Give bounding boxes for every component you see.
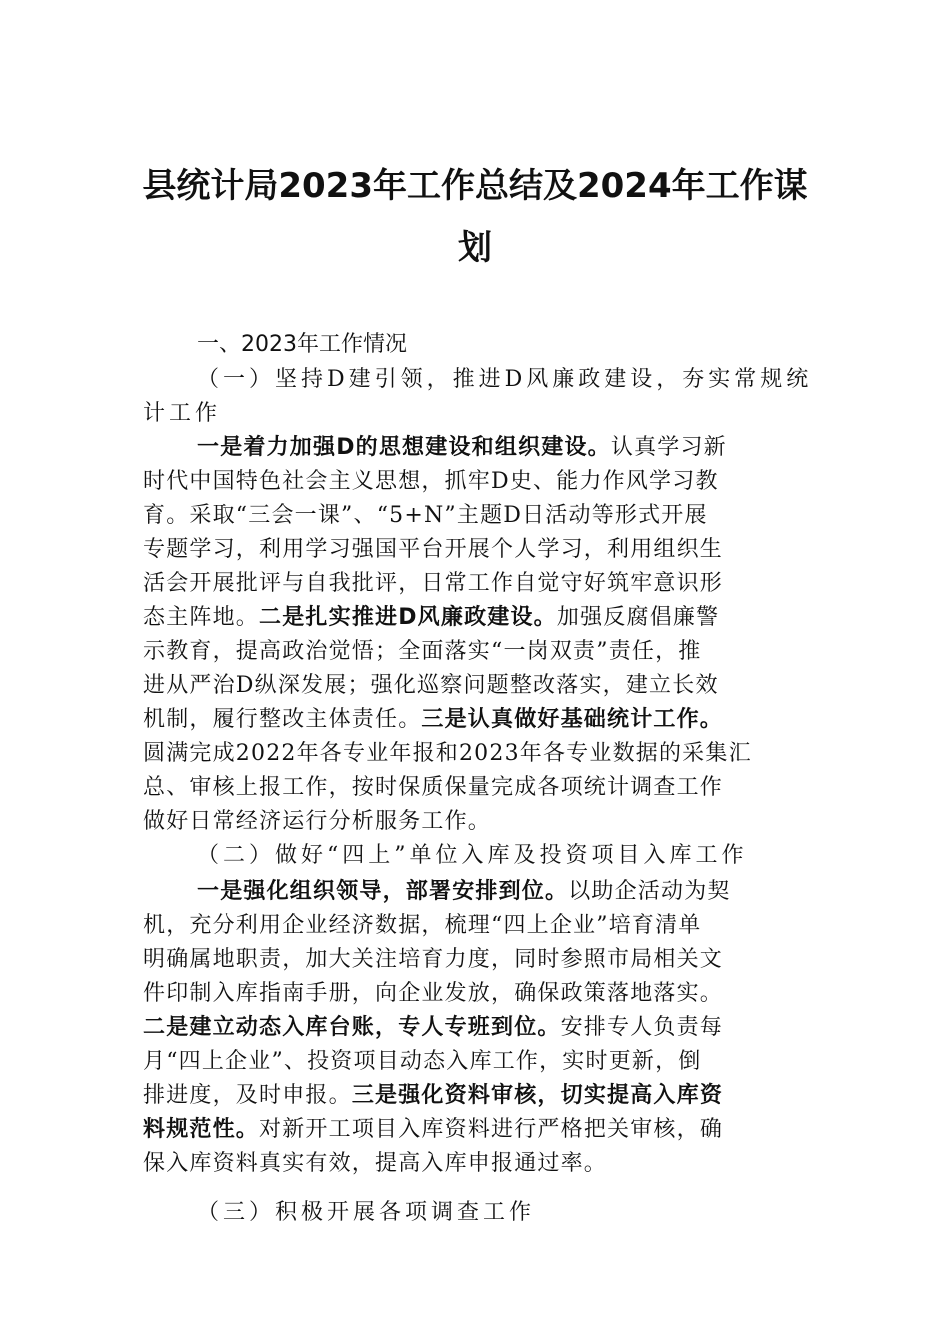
paragraph-line: 一是着力加强D的思想建设和组织建设。认真学习新 [197,435,727,460]
section-heading: 一、2023年工作情况 [197,332,407,357]
bold-lead: 三是认真做好基础统计工作。 [421,707,724,732]
subsection-heading-1: （一）坚持D建引领，推进D风廉政建设，夯实常规统 [197,367,813,392]
paragraph-line: 总、审核上报工作，按时保质保量完成各项统计调查工作 [143,775,724,800]
paragraph-line: 件印制入库指南手册，向企业发放，确保政策落地落实。 [143,981,724,1006]
paragraph-line: 月“四上企业”、投资项目动态入库工作，实时更新，倒 [143,1049,702,1074]
bold-lead: 一是着力加强D的思想建设和组织建设。 [197,435,611,460]
paragraph-line: 专题学习，利用学习强国平台开展个人学习，利用组织生 [143,537,724,562]
paragraph-line: 排进度，及时申报。三是强化资料审核，切实提高入库资 [143,1083,724,1108]
title-line-2: 划 [458,228,492,268]
bold-lead: 一是强化组织领导，部署安排到位。 [197,879,569,904]
paragraph-line: 明确属地职责，加大关注培育力度，同时参照市局相关文 [143,947,724,972]
document-title [142,155,808,279]
subsection-heading-3: （三）积极开展各项调查工作 [197,1200,536,1225]
paragraph-line: 育。采取“三会一课”、“5+N”主题D日活动等形式开展 [143,503,708,528]
paragraph-line: 机，充分利用企业经济数据，梳理“四上企业”培育清单 [143,913,702,938]
paragraph-line: 二是建立动态入库台账，专人专班到位。安排专人负责每 [143,1015,724,1040]
paragraph-line: 一是强化组织领导，部署安排到位。以助企活动为契 [197,879,731,904]
paragraph-line: 时代中国特色社会主义思想，抓牢D史、能力作风学习教 [143,469,719,494]
paragraph-line: 进从严治D纵深发展；强化巡察问题整改落实，建立长效 [143,673,719,698]
paragraph-line: 料规范性。对新开工项目入库资料进行严格把关审核，确 [143,1117,724,1142]
subsection-heading-2: （二）做好“四上”单位入库及投资项目入库工作 [197,843,748,868]
bold-lead: 三是强化资料审核，切实提高入库资 [351,1083,724,1108]
paragraph-line: 圆满完成2022年各专业年报和2023年各专业数据的采集汇 [143,741,752,766]
subsection-heading-1-cont: 计工作 [143,401,222,426]
title-line-1: 县统计局2023年工作总结及2024年工作谋 [142,166,808,206]
paragraph-line: 做好日常经济运行分析服务工作。 [143,809,492,834]
paragraph-line: 保入库资料真实有效，提高入库申报通过率。 [143,1151,608,1176]
paragraph-line: 态主阵地。二是扎实推进D风廉政建设。加强反腐倡廉警 [143,605,720,630]
paragraph-line: 示教育，提高政治觉悟；全面落实“一岗双责”责任，推 [143,639,702,664]
paragraph-line: 机制，履行整改主体责任。三是认真做好基础统计工作。 [143,707,724,732]
bold-lead: 二是建立动态入库台账，专人专班到位。 [143,1015,561,1040]
bold-lead: 料规范性。 [143,1117,260,1142]
bold-lead: 二是扎实推进D风廉政建设。 [259,605,557,630]
paragraph-line: 活会开展批评与自我批评，日常工作自觉守好筑牢意识形 [143,571,724,596]
